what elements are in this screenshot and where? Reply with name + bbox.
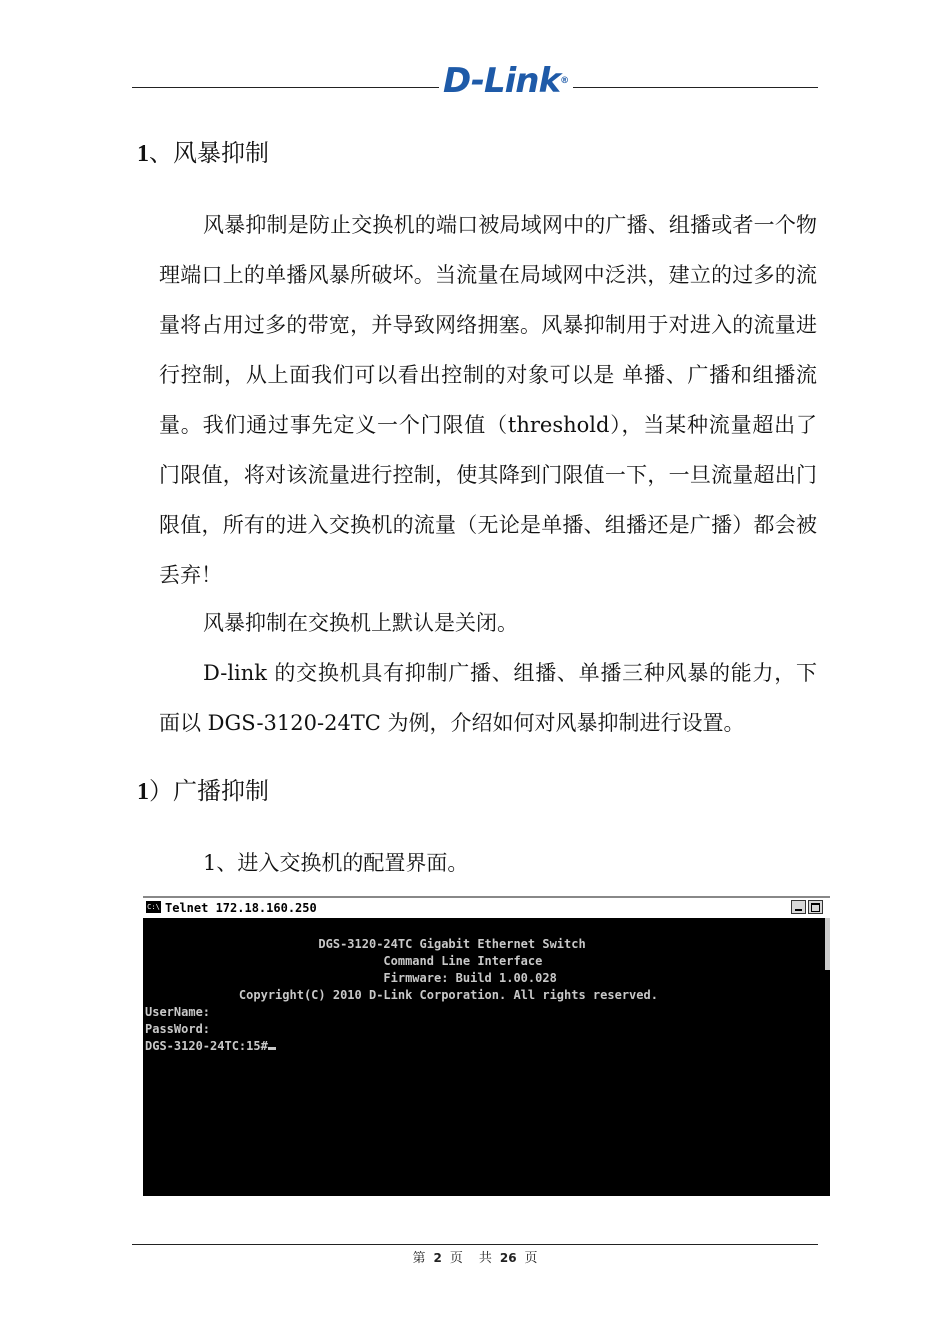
telnet-screenshot (143, 896, 830, 1196)
footer-suffix: 页 (524, 1251, 538, 1266)
subsection-heading-broadcast (137, 776, 269, 807)
footer-page-number: 2 (433, 1251, 442, 1265)
terminal-line: Firmware: Build 1.00.028 (145, 971, 557, 985)
telnet-title: Telnet 172.18.160.250 (165, 901, 317, 915)
logo-text: D-Link (443, 61, 561, 101)
logo-registered-mark: ® (560, 76, 570, 86)
page-footer (0, 1249, 950, 1268)
console-icon: C:\ (147, 903, 160, 911)
telnet-titlebar (143, 896, 830, 918)
paragraph-default-off: 风暴抑制在交换机上默认是关闭。 (203, 611, 518, 635)
footer-page-word: 页 (449, 1251, 463, 1266)
footer-rule (132, 1244, 818, 1245)
section-heading-storm-control (137, 138, 269, 169)
footer-prefix: 第 (412, 1251, 426, 1266)
section-number: 1 (137, 141, 149, 167)
step-enter-config: 1、进入交换机的配置界面。 (203, 851, 469, 875)
terminal-output (145, 936, 825, 1055)
terminal-scrollbar (825, 918, 830, 970)
footer-total-pages: 26 (499, 1251, 517, 1265)
paragraph-dlink-capability: D-link 的交换机具有抑制广播、组播、单播三种风暴的能力，下面以 DGS-3120-24TC 为例，介绍如何对风暴抑制进行设置。 (159, 661, 817, 735)
subsection-title: ）广播抑制 (149, 777, 269, 805)
subsection-number: 1 (137, 779, 149, 805)
paragraph-storm-control-intro: 风暴抑制是防止交换机的端口被局域网中的广播、组播或者一个物理端口上的单播风暴所破坏。当流量在局域网中泛洪，建立的过多的流量将占用过多的带宽，并导致网络拥塞。风暴抑制用于对进入的流量进行控制，从上面我们可以看出控制的对象可以是 单播、广播和组播流量。我们通过事先定义一个门限值（threshold），当某种流量超出了门限值，将对该流量进行控制，使其降到门限值一下，一旦流量超出门限值，所有的进入交换机的流量（无论是单播、组播还是广播）都会被丢弃！ (159, 213, 817, 587)
terminal-line: PassWord: (145, 1022, 211, 1036)
minimize-icon (791, 900, 806, 914)
cursor-icon (268, 1047, 276, 1050)
footer-total-word: 共 (478, 1251, 492, 1266)
terminal-prompt: DGS-3120-24TC:15# (145, 1039, 268, 1053)
terminal-prompt-line (145, 1038, 825, 1055)
terminal-line: DGS-3120-24TC Gigabit Ethernet Switch (145, 937, 586, 951)
terminal-line: Copyright(C) 2010 D-Link Corporation. All rights reserved. (145, 988, 658, 1002)
terminal-line: UserName: (145, 1005, 211, 1019)
section-title: 、风暴抑制 (149, 139, 269, 167)
maximize-icon (808, 900, 823, 914)
dlink-logo (439, 62, 573, 100)
terminal-line: Command Line Interface (145, 954, 543, 968)
